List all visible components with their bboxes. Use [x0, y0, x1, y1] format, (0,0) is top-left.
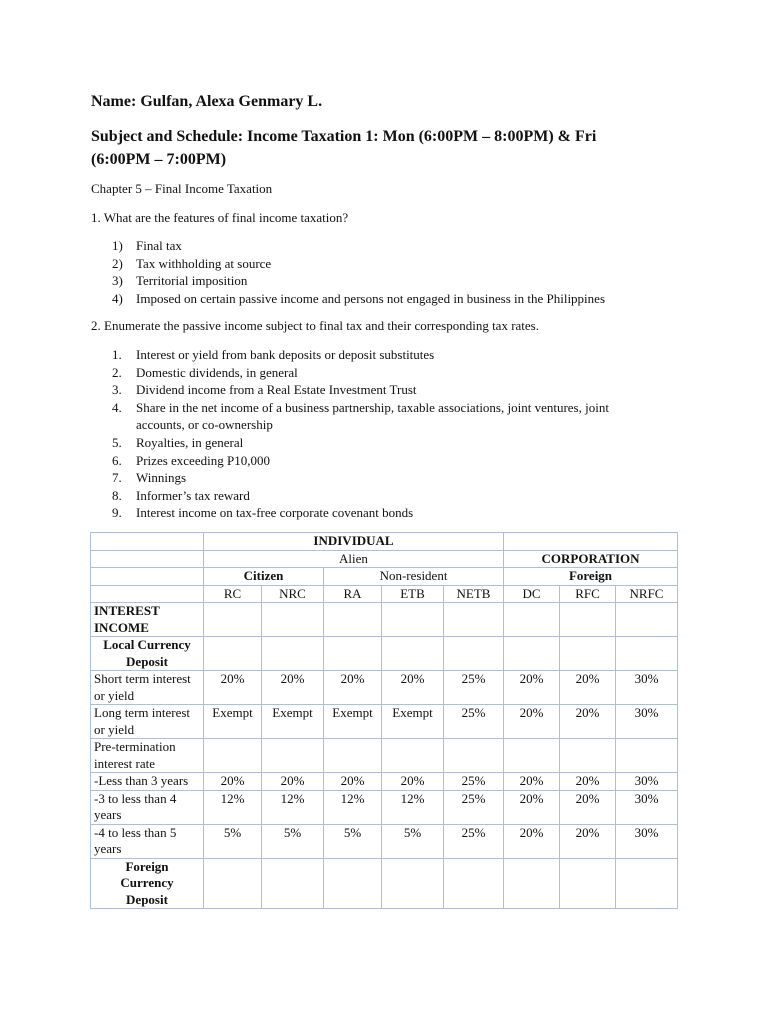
- alien-header: Alien: [204, 550, 504, 568]
- rate-cell: 25%: [444, 824, 504, 858]
- section-label: Local Currency Deposit: [91, 637, 204, 671]
- rate-cell: 20%: [382, 773, 444, 791]
- rate-cell: 20%: [324, 671, 382, 705]
- row-label: -3 to less than 4 years: [91, 790, 204, 824]
- rate-cell: 20%: [262, 773, 324, 791]
- list-item: 9. Interest income on tax-free corporate covenant bonds: [112, 505, 414, 521]
- features-list: [91, 237, 656, 307]
- rate-cell: Exempt: [262, 705, 324, 739]
- list-item: 4. Share in the net income of a business partnership, taxable associations, joint ventures, joint accounts, or co-ownership: [112, 399, 609, 433]
- table-row: [91, 671, 678, 705]
- rate-cell: 5%: [382, 824, 444, 858]
- rate-cell: 25%: [444, 773, 504, 791]
- rate-cell: 20%: [560, 824, 616, 858]
- section-row-local: [91, 637, 678, 671]
- rate-cell: 30%: [616, 705, 678, 739]
- rate-cell: 12%: [382, 790, 444, 824]
- table-row: [91, 773, 678, 791]
- rate-cell: Exempt: [382, 705, 444, 739]
- rate-cell: 25%: [444, 705, 504, 739]
- rate-cell: 20%: [560, 790, 616, 824]
- subject-line-1: Subject and Schedule: Income Taxation 1: Mon (6:00PM – 8:00PM) & Fri: [91, 128, 597, 145]
- foreign-header: Foreign: [504, 568, 678, 586]
- rate-cell: 20%: [504, 824, 560, 858]
- column-header: RC: [204, 585, 262, 603]
- table-row: [91, 705, 678, 739]
- row-label: -4 to less than 5 years: [91, 824, 204, 858]
- rate-cell: 20%: [504, 705, 560, 739]
- subject-schedule: [91, 125, 691, 171]
- subject-line-2: (6:00PM – 7:00PM): [91, 151, 227, 168]
- rate-cell: 20%: [504, 790, 560, 824]
- list-item: 7. Winnings: [112, 470, 187, 486]
- rate-cell: 20%: [382, 671, 444, 705]
- rate-cell: Exempt: [324, 705, 382, 739]
- row-label: Short term interest or yield: [91, 671, 204, 705]
- section-label: Foreign Currency Deposit: [91, 858, 204, 909]
- question-2: 2. Enumerate the passive income subject to final tax and their corresponding tax rates.: [91, 318, 539, 333]
- corporation-header: CORPORATION: [504, 550, 678, 568]
- individual-header: INDIVIDUAL: [204, 533, 504, 551]
- rate-cell: 5%: [262, 824, 324, 858]
- list-item: 4) Imposed on certain passive income and persons not engaged in business in the Philippines: [112, 290, 605, 306]
- row-label: Pre-termination interest rate: [91, 739, 204, 773]
- rate-cell: 20%: [560, 705, 616, 739]
- header-row-3: [91, 568, 678, 586]
- column-header: DC: [504, 585, 560, 603]
- rate-cell: 12%: [262, 790, 324, 824]
- passive-income-list: [91, 346, 656, 522]
- question-1: 1. What are the features of final income taxation?: [91, 210, 349, 225]
- non-resident-header: Non-resident: [324, 568, 504, 586]
- column-header: RFC: [560, 585, 616, 603]
- section-row-interest: [91, 603, 678, 637]
- rate-cell: 20%: [560, 671, 616, 705]
- list-item: 5. Royalties, in general: [112, 434, 244, 450]
- rate-cell: 20%: [324, 773, 382, 791]
- column-header: RA: [324, 585, 382, 603]
- rate-cell: 20%: [504, 671, 560, 705]
- column-header: NETB: [444, 585, 504, 603]
- rate-cell: 30%: [616, 790, 678, 824]
- rate-cell: 30%: [616, 773, 678, 791]
- rate-cell: 30%: [616, 671, 678, 705]
- rate-cell: 20%: [204, 671, 262, 705]
- table-row: [91, 824, 678, 858]
- header-row-1: [91, 533, 678, 551]
- rate-cell: Exempt: [204, 705, 262, 739]
- chapter-title: Chapter 5 – Final Income Taxation: [91, 181, 273, 196]
- row-label: Long term interest or yield: [91, 705, 204, 739]
- list-item: 1. Interest or yield from bank deposits or deposit substitutes: [112, 347, 435, 362]
- rate-cell: 5%: [324, 824, 382, 858]
- rate-cell: 20%: [204, 773, 262, 791]
- list-item: 2) Tax withholding at source: [112, 255, 272, 271]
- rate-cell: 30%: [616, 824, 678, 858]
- rate-cell: 20%: [262, 671, 324, 705]
- rate-cell: 12%: [204, 790, 262, 824]
- list-item: 3. Dividend income from a Real Estate Investment Trust: [112, 382, 417, 398]
- rate-cell: 5%: [204, 824, 262, 858]
- section-row-foreign: [91, 858, 678, 909]
- column-header: NRFC: [616, 585, 678, 603]
- table-row: [91, 790, 678, 824]
- list-item: 8. Informer’s tax reward: [112, 487, 250, 503]
- header-row-2: [91, 550, 678, 568]
- rate-cell: 20%: [560, 773, 616, 791]
- list-item: 2. Domestic dividends, in general: [112, 364, 298, 380]
- citizen-header: Citizen: [204, 568, 324, 586]
- tax-rate-table: [90, 532, 678, 909]
- column-header: ETB: [382, 585, 444, 603]
- student-name: Name: Gulfan, Alexa Genmary L.: [91, 93, 323, 110]
- rate-cell: 20%: [504, 773, 560, 791]
- rate-cell: 25%: [444, 790, 504, 824]
- list-item: 6. Prizes exceeding P10,000: [112, 452, 270, 468]
- list-item: 1) Final tax: [112, 238, 182, 253]
- column-header: NRC: [262, 585, 324, 603]
- rate-cell: 25%: [444, 671, 504, 705]
- column-header-row: [91, 585, 678, 603]
- table-row: [91, 739, 678, 773]
- row-label: -Less than 3 years: [91, 773, 204, 791]
- rate-cell: 12%: [324, 790, 382, 824]
- list-item: 3) Territorial imposition: [112, 273, 248, 289]
- section-label: INTEREST INCOME: [91, 603, 204, 637]
